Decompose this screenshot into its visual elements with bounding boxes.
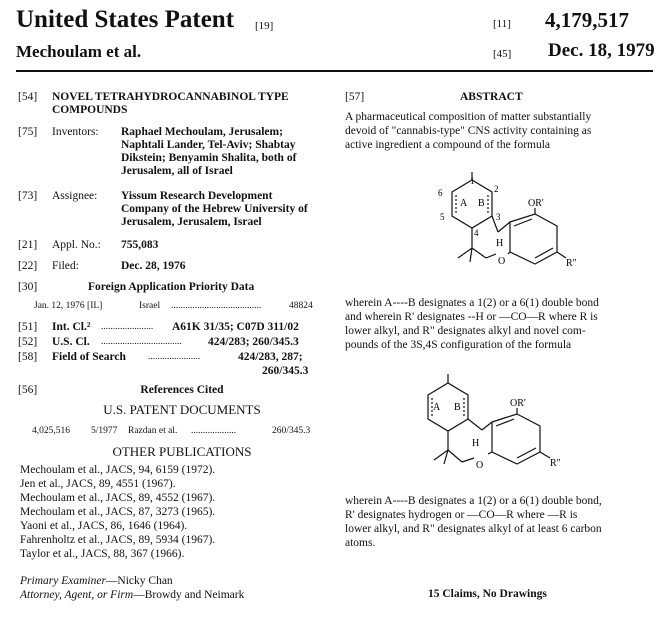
foreign-date: Jan. 12, 1976 [IL] <box>34 301 103 311</box>
primary-examiner-label: Primary Examiner <box>20 575 106 587</box>
appl-number: 755,083 <box>121 239 159 251</box>
us-cl-dots: .................................. <box>101 337 182 347</box>
abstract-line: atoms. <box>345 537 376 549</box>
inventors-label: Inventors: <box>52 126 99 138</box>
abstract-line: R' designates hydrogen or —CO—R where —R is <box>345 509 578 521</box>
abstract-line: A pharmaceutical composition of matter substantially <box>345 111 592 123</box>
abstract-para-1 <box>345 110 655 152</box>
code-51: [51] <box>18 321 38 333</box>
publication-item: Taylor et al., JACS, 88, 367 (1966). <box>20 548 185 560</box>
formula-1-label-6: 6 <box>438 188 443 198</box>
formula-1-label-b: B <box>478 198 485 209</box>
foreign-dots: ...................................... <box>171 301 262 311</box>
formula-1-label-o: O <box>498 256 506 267</box>
abstract-line: pounds of the 3S,4S configuration of the formula <box>345 339 572 351</box>
filed-date: Dec. 28, 1976 <box>121 260 186 272</box>
formula-1-label-or: OR' <box>528 198 544 209</box>
abstract-line: and wherein R' designates --H or —CO—R where R is <box>345 311 598 323</box>
abstract-line: active ingredient a compound of the formula <box>345 139 551 151</box>
us-cl-label: U.S. Cl. <box>52 336 90 348</box>
code-52: [52] <box>18 336 38 348</box>
field-value: 424/283, 287; <box>238 351 303 363</box>
foreign-heading: Foreign Application Priority Data <box>88 281 255 293</box>
us-cl-value: 424/283; 260/345.3 <box>208 336 299 348</box>
abstract-para-2 <box>345 296 655 352</box>
code-21: [21] <box>18 239 38 251</box>
formula-1-label-5: 5 <box>440 212 445 222</box>
patent-date: Dec. 18, 1979 <box>548 40 655 61</box>
field-dots: ...................... <box>148 352 201 362</box>
publication-item: Yaoni et al., JACS, 86, 1646 (1964). <box>20 520 188 532</box>
publication-item: Fahrenholtz et al., JACS, 89, 5934 (1967). <box>20 534 216 546</box>
code-54: [54] <box>18 91 38 103</box>
abstract-heading: ABSTRACT <box>460 91 523 103</box>
assignee-line: Company of the Hebrew University of <box>121 203 308 215</box>
code-30: [30] <box>18 281 38 293</box>
formula-1-label-1: 1 <box>470 176 475 186</box>
formula-1-label-h: H <box>496 238 504 249</box>
code-45: [45] <box>493 48 512 60</box>
primary-examiner-name: —Nicky Chan <box>105 575 173 587</box>
code-22: [22] <box>18 260 38 272</box>
abstract-line: wherein A----B designates a 1(2) or a 6(1) double bond, <box>345 495 602 507</box>
formula-1-label-a: A <box>460 198 468 209</box>
other-pubs-list <box>20 463 330 561</box>
publication-item: Jen et al., JACS, 89, 4551 (1967). <box>20 478 176 490</box>
header-rule <box>16 70 653 72</box>
foreign-number: 48824 <box>289 301 313 311</box>
assignee-label: Assignee: <box>52 190 98 202</box>
code-58: [58] <box>18 351 38 363</box>
us-doc-name: Razdan et al. <box>128 426 178 436</box>
formula-1-label-r: R" <box>566 258 577 269</box>
inventors-list <box>121 126 296 178</box>
formula-2-label-r: R" <box>550 458 561 469</box>
inventors-line: Jerusalem, all of Israel <box>121 165 233 177</box>
inventors-line: Dikstein; Benyamin Shalita, both of <box>121 152 297 164</box>
attorney <box>20 588 244 602</box>
formula-1-label-2: 2 <box>494 184 499 194</box>
assignee-line: Yissum Research Development <box>121 190 273 202</box>
int-cl-dots: ...................... <box>101 322 154 332</box>
patent-number: 4,179,517 <box>545 8 629 32</box>
abstract-line: lower alkyl, and R" designates alkyl and novel com- <box>345 325 586 337</box>
abstract-para-3 <box>345 494 655 550</box>
inventors-line: Naphtali Lander, Tel-Aviv; Shabtay <box>121 139 296 151</box>
code-19: [19] <box>255 20 274 32</box>
us-docs-heading: U.S. PATENT DOCUMENTS <box>103 402 261 417</box>
publication-item: Mechoulam et al., JACS, 94, 6159 (1972). <box>20 464 216 476</box>
field-value-2: 260/345.3 <box>262 365 309 377</box>
other-pubs-heading: OTHER PUBLICATIONS <box>112 444 252 459</box>
formula-2-label-b: B <box>454 402 461 413</box>
publication-item: Mechoulam et al., JACS, 87, 3273 (1965). <box>20 506 216 518</box>
abstract-line: devoid of "cannabis-type" CNS activity containing as <box>345 125 592 137</box>
attorney-name: —Browdy and Neimark <box>133 589 245 601</box>
us-doc-number: 4,025,516 <box>32 426 70 436</box>
formula-2-structure <box>400 370 590 485</box>
code-73: [73] <box>18 190 38 202</box>
references-heading: References Cited <box>140 384 224 396</box>
abstract-line: wherein A----B designates a 1(2) or a 6(1) double bond <box>345 297 599 309</box>
patent-title: United States Patent <box>16 6 235 33</box>
formula-2-bonds <box>428 374 550 464</box>
invention-title: NOVEL TETRAHYDROCANNABINOL TYPE COMPOUNDS <box>52 91 289 116</box>
code-56: [56] <box>18 384 38 396</box>
int-cl-value: A61K 31/35; C07D 311/02 <box>172 321 299 333</box>
abstract-line: lower alkyl, and R" designates alkyl of at least 6 carbon <box>345 523 602 535</box>
us-doc-class: 260/345.3 <box>272 426 311 436</box>
formula-2-label-h: H <box>472 438 480 449</box>
formula-1-label-4: 4 <box>474 228 479 238</box>
assignee-line: Jerusalem, Jerusalem, Israel <box>121 216 262 228</box>
formula-1-label-3: 3 <box>496 212 501 222</box>
primary-examiner <box>20 574 173 588</box>
us-doc-date: 5/1977 <box>91 426 118 436</box>
inventors-line: Raphael Mechoulam, Jerusalem; <box>121 126 283 138</box>
claims-summary: 15 Claims, No Drawings <box>428 588 547 600</box>
filed-label: Filed: <box>52 260 79 272</box>
code-57: [57] <box>345 91 365 103</box>
formula-1-structure <box>400 170 590 285</box>
code-11: [11] <box>493 18 511 30</box>
formula-2-label-or: OR' <box>510 398 526 409</box>
field-label: Field of Search <box>52 351 126 363</box>
inventors-short: Mechoulam et al. <box>16 42 142 61</box>
appl-label: Appl. No.: <box>52 239 101 251</box>
attorney-label: Attorney, Agent, or Firm <box>20 589 134 601</box>
foreign-country: Israel <box>139 301 161 311</box>
formula-2-label-a: A <box>433 402 441 413</box>
int-cl-label: Int. Cl.² <box>52 321 91 333</box>
formula-2-label-o: O <box>476 460 484 471</box>
publication-item: Mechoulam et al., JACS, 89, 4552 (1967). <box>20 492 216 504</box>
assignee-list <box>121 190 308 229</box>
code-75: [75] <box>18 126 38 138</box>
us-doc-dots: ................... <box>191 426 237 436</box>
